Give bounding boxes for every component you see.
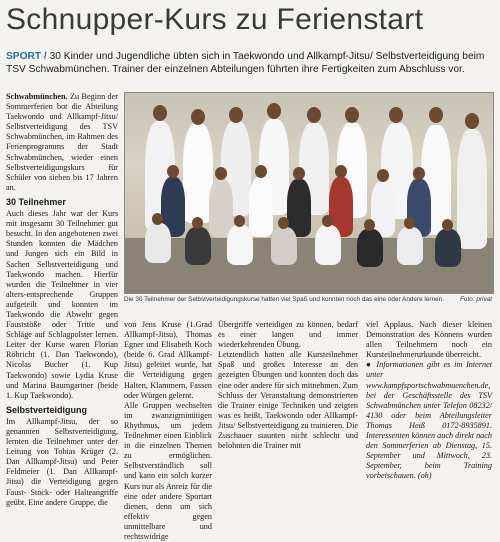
person-head [191, 109, 205, 125]
paragraph: viel Applaus. Nach dieser kleinen Demonstration des Könnens wurden allen Teilnehmern noch ein Kursteilnehmerurkunde überreicht. [366, 320, 492, 360]
person [145, 223, 171, 263]
paragraph: Zu Beginn der Sommerferien bot die Abteilung Taekwondo und Allkampf-Jitsu/ Selbstverteidigung des TSV Schwabmünchen, im Rahmen des Ferienprogramms der Stadt Schwabmünchen, wieder einen Selbstverteidigungskurs für Schüler von sieben bis 17 Jahren an. [6, 92, 119, 192]
person [397, 227, 423, 265]
person-head [377, 169, 389, 182]
caption-text: Die 30 Teilnehmer der Selbstverteidigungskurse hatten viel Spaß und konnten noch das eine oder Andere lernen. [124, 296, 444, 303]
subheading: 30 Teilnehmer [6, 196, 66, 207]
article-column-1 [6, 92, 118, 508]
article-column-3 [218, 320, 358, 451]
person-head [278, 217, 289, 229]
photo-caption [124, 296, 492, 304]
person-head [442, 219, 453, 231]
person [315, 225, 341, 265]
person-head [335, 165, 347, 178]
deck-text: 30 Kinder und Jugendliche übten sich in Taekwondo und Allkampf-Jitsu/ Selbstverteidigung beim TSV Schwabmünchen. Trainer der einzelnen Abteilungen führten ihre Fertigkeiten zum Abschluss vor. [6, 51, 485, 75]
headline: Schnupper-Kurs zu Ferienstart [6, 3, 424, 36]
paragraph: Letztendlich hatten alle Kursteilnehmer Spaß und großes Interesse an den gezeigten Übungen und konnten doch das eine oder andere für sich mitnehmen. Zum Schluss der Veranstaltung demonstrierten die Trainer einige Techniken und zeigten was es heißt, Taekwondo oder Allkampf-Jitsu/ Selbstverteidigung zu trainieren. Die Zuschauer staunten nicht schlecht und belohnten die Trainer mit [218, 350, 358, 451]
person [457, 129, 487, 249]
person-head [404, 217, 415, 229]
person-head [153, 105, 167, 121]
person-head [307, 107, 321, 123]
person-head [389, 107, 403, 123]
section-kicker: SPORT / [6, 51, 47, 62]
person-head [322, 215, 333, 227]
photo-credit: Foto: privat [460, 296, 492, 303]
person [185, 227, 211, 265]
person-head [215, 167, 227, 180]
person-head [229, 107, 243, 123]
person-head [345, 107, 359, 123]
person-head [293, 167, 305, 180]
person-head [167, 165, 179, 178]
person [271, 227, 297, 265]
person-head [192, 217, 203, 229]
subheading: Selbstverteidigung [6, 404, 88, 415]
dateline: Schwabmünchen. [6, 92, 68, 101]
article-deck [6, 50, 496, 76]
paragraph: Übergriffe verteidigen zu können, bedarf es einer langen und immer wiederkehrenden Übung. [218, 320, 358, 350]
article-column-4 [366, 320, 492, 482]
group-photo [124, 92, 494, 294]
info-box: ● Informationen gibt es im Internet unter www.kampfsportschwabmuenchen.de, bei der Geschäftsstelle des TSV Schwabmünchen unter Telefon 08232/ 4130 oder beim Abteilungsleiter Thomas Heiß 0172-8935891. Interessenten können auch direkt nach den Sommerferien ab Dienstag, 15. September und Mittwoch, 23. September, beim Training vorbeischauen. (oh) [366, 360, 492, 481]
person-head [152, 213, 163, 225]
person-head [234, 215, 245, 227]
person-head [267, 103, 281, 119]
paragraph: von Jens Kruse (1.Grad Allkampf-Jitsu), Thomas Egner und Elisabeth Koch (beide 6. Grad Allkampf-Jitsu) geleitet wurde, hat die Verteidigung gegen Halten, Klammern, Fassen oder Würgen gelernt. [124, 320, 212, 400]
paragraph: Auch dieses Jahr war der Kurs mit insgesamt 30 Teilnehmer gut besucht. In den angebotenen zwei Stunden konnten die Mädchen und Jungen sich ein Bild in Sachen Selbstverteidigung und Taekwondo machen. Hierfür wurden die Teilnehmer in vier alters-entsprechende Gruppen aufgeteilt und konnten im Taekwondo die Abwehr gegen Fauststöße oder Tritte und Schläge auf Schlagpolster lernen. Leiter der Kurse waren Florian Röhricht (1. Dan Taekwondo), Nicolas Bucher (1. Kup Taekwondo) sowie Lydia Kruse und Marina Baumgartner (beide 1. Kup Taekwondo). [6, 209, 118, 400]
person-head [465, 113, 479, 129]
person [435, 229, 461, 267]
paragraph: Alle Gruppen wechselten im zwanzigminütigen Rhythmus, um jedem Teilnehmer einen Einblick in die einzelnen Themen zu ermöglichen. Selbstverständlich soll und kann ein solch kurzer Kurs nur als Anreiz für die eine oder andere Sportart dienen, denn um sich effektiv gegen unmittelbare und rechtswidrige [124, 400, 212, 541]
paragraph: Im Allkampf-Jitsu, der so genannten Selbstverteidigung, lernten die Teilnehmer unter der Leitung von Tobias Krüger (2. Dan Allkampf-Jitsu) und Peter Feldmeier (1. Dan Allkampf-Jitsu) die Verteidigung gegen Faust- Stock- oder Halteangriffe geübt. Eine andere Gruppe, die [6, 416, 118, 507]
person [357, 229, 383, 267]
person-head [364, 219, 375, 231]
person [249, 177, 273, 237]
person-head [255, 165, 267, 178]
person-head [413, 167, 425, 180]
person-head [429, 107, 443, 123]
person [227, 225, 253, 265]
article-column-2 [124, 320, 212, 542]
